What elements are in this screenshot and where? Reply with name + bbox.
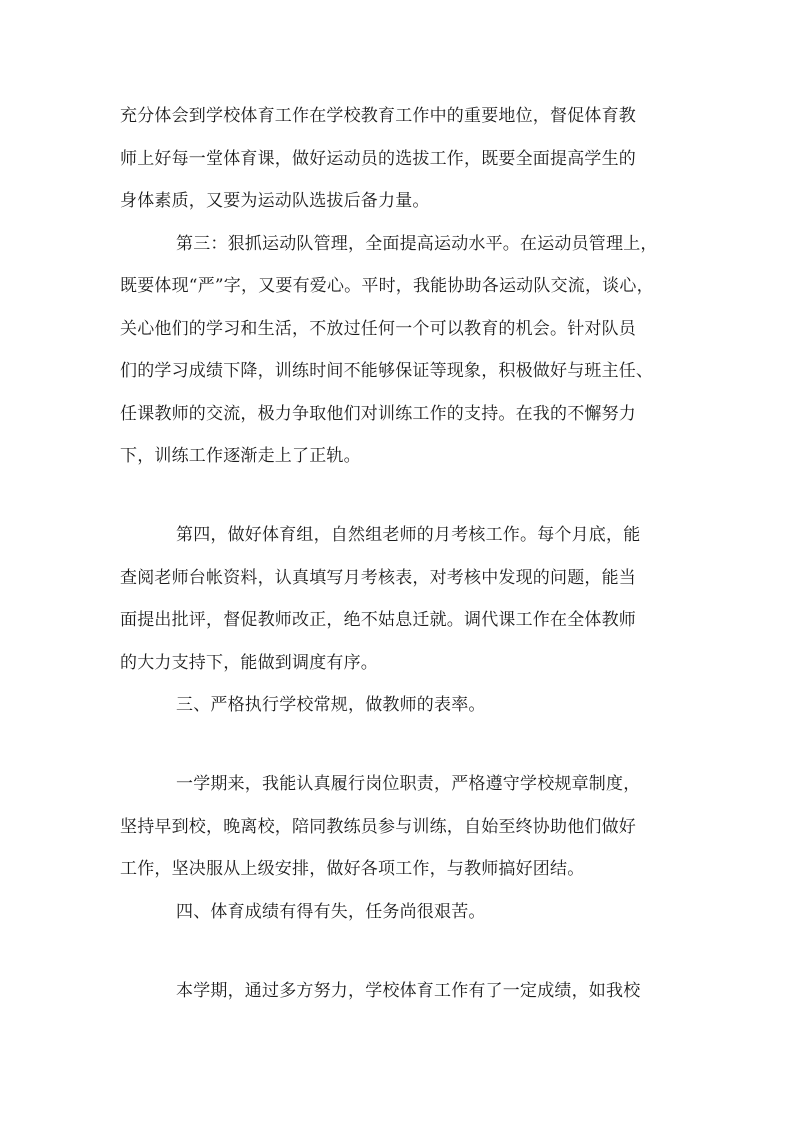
paragraph-line: 工作，坚决服从上级安排，做好各项工作，与教师搞好团结。 — [120, 859, 585, 879]
paragraph-line: 坚持早到校，晚离校，陪同教练员参与训练，自始至终协助他们做好 — [120, 817, 636, 837]
paragraph-line: 第三：狠抓运动队管理，全面提高运动水平。在运动员管理上， — [176, 234, 658, 254]
paragraph-line: 们的学习成绩下降，训练时间不能够保证等现象，积极做好与班主任、 — [120, 361, 654, 381]
paragraph-line: 查阅老师台帐资料，认真填写月考核表，对考核中发现的问题，能当 — [120, 568, 636, 588]
paragraph-line: 充分体会到学校体育工作在学校教育工作中的重要地位，督促体育教 — [120, 106, 636, 126]
paragraph-line: 一学期来，我能认真履行岗位职责，严格遵守学校规章制度， — [176, 774, 641, 794]
paragraph-line: 面提出批评，督促教师改正，绝不姑息迁就。调代课工作在全体教师 — [120, 610, 636, 630]
paragraph-line: 本学期，通过多方努力，学校体育工作有了一定成绩，如我校 — [176, 981, 641, 1001]
paragraph-line: 师上好每一堂体育课，做好运动员的选拔工作，既要全面提高学生的 — [120, 149, 636, 169]
paragraph-line: 既要体现“严”字，又要有爱心。平时，我能协助各运动队交流，谈心， — [120, 276, 654, 296]
paragraph-line: 的大力支持下，能做到调度有序。 — [120, 653, 378, 673]
paragraph-line: 下，训练工作逐渐走上了正轨。 — [120, 446, 361, 466]
section-heading: 三、严格执行学校常规，做教师的表率。 — [176, 695, 486, 715]
paragraph-line: 关心他们的学习和生活，不放过任何一个可以教育的机会。针对队员 — [120, 319, 636, 339]
paragraph-line: 任课教师的交流，极力争取他们对训练工作的支持。在我的不懈努力 — [120, 404, 636, 424]
section-heading: 四、体育成绩有得有失，任务尚很艰苦。 — [176, 902, 486, 922]
paragraph-line: 身体素质，又要为运动队选拔后备力量。 — [120, 191, 430, 211]
paragraph-line: 第四，做好体育组，自然组老师的月考核工作。每个月底，能 — [176, 525, 641, 545]
